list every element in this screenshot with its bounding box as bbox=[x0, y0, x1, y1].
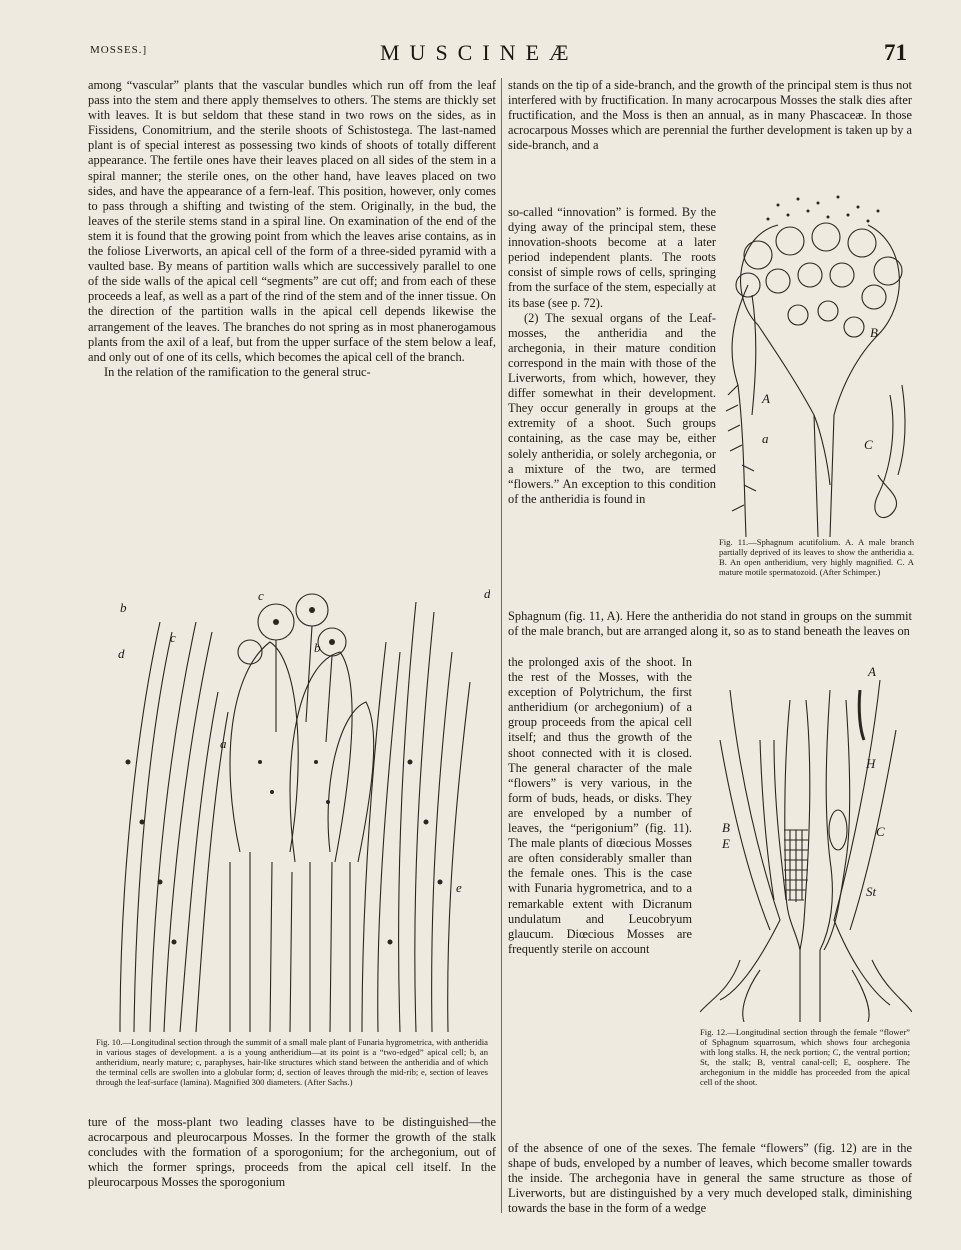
figure-label: B bbox=[870, 325, 878, 340]
right-column-mid-text bbox=[508, 609, 912, 639]
figure-11-caption: Fig. 11.—Sphagnum acutifolium. A. A male branch partially deprived of its leaves to show the antheridia a. B. An open antheridium, very highly magnified. C. A mature motile spermatozoid. (After Schimper.) bbox=[719, 537, 914, 577]
figure-label: B bbox=[722, 820, 730, 835]
figure-label: b bbox=[314, 640, 321, 655]
right-column-bottom-text bbox=[508, 1141, 912, 1216]
right-column-narrow2-text bbox=[508, 655, 692, 957]
figure-label: St bbox=[866, 884, 877, 899]
figure-11-illustration bbox=[718, 185, 916, 537]
figure-label: c bbox=[170, 630, 176, 645]
figure-12-illustration bbox=[700, 660, 912, 1022]
running-head-section: MOSSES.] bbox=[90, 44, 148, 56]
left-column-text bbox=[88, 78, 496, 380]
figure-label: H bbox=[866, 756, 876, 771]
figure-label: d bbox=[484, 586, 490, 601]
figure-label: c bbox=[258, 588, 264, 603]
column-rule bbox=[501, 78, 502, 1213]
right-column-top-text bbox=[508, 78, 912, 153]
figure-label: e bbox=[456, 880, 462, 895]
paragraph: (2) The sexual organs of the Leaf-mosses, the antheridia and the archegonia, in their mature condition correspond in the main with those of the Liverworts, from which, however, they differ somewhat in their development. They occur generally in groups at the extremity of a shoot. Such groups containing, as the case may be, either solely antheridia, or solely archegonia, or a mixture of the two, are termed “flowers.” An exception to this condition of the antheridia is found in bbox=[508, 310, 716, 506]
right-column-narrow-text bbox=[508, 205, 716, 507]
paragraph: stands on the tip of a side-branch, and the growth of the principal stem is thus not interfered with by fructification. In many acrocarpous Mosses the stalk dies after fructification, and the Moss is then an annual, as in many Phascaceæ. In those acrocarpous Mosses which are perennial the further development is taken up by a side-branch, and a bbox=[508, 78, 912, 153]
figure-label: E bbox=[722, 836, 730, 851]
figure-label: a bbox=[762, 431, 769, 446]
figure-label: a bbox=[220, 736, 227, 751]
figure-10-caption: Fig. 10.—Longitudinal section through the summit of a small male plant of Funaria hygrometrica, with antheridia in various stages of development. a is a young antheridium—at its point is a “two-edged” apical cell; b, an antheridium, nearly mature; c, paraphyses, hair-like structures which stand between the antheridia and of which the terminal cells are swollen into a globular form; d, section of leaves through the mid-rib; e, section of leaves through the leaf-surface (lamina). Magnified 300 diameters. (After Sachs.) bbox=[96, 1037, 488, 1087]
paragraph: In the relation of the ramification to the general struc- bbox=[104, 364, 371, 379]
paragraph: of the absence of one of the sexes. The female “flowers” (fig. 12) are in the shape of buds, enveloped by a number of leaves, which become smaller towards the inside. The archegonia have in general the same structure as those of Liverworts, but are distinguished by a very much developed stalk, diminishing towards the base in the form of a wedge bbox=[508, 1141, 912, 1216]
paragraph: so-called “innovation” is formed. By the dying away of the principal stem, these innovation-shoots become at a later period independent plants. The roots consist of simple rows of cells, springing from the surface of the stem, especially at its base (see p. 72). bbox=[508, 205, 716, 310]
figure-12-caption: Fig. 12.—Longitudinal section through the female “flower” of Sphagnum squarrosum, which shows four archegonia with long stalks. H, the neck portion; C, the ventral portion; St, the stalk; B, ventral canal-cell; E, oosphere. The archegonium in the middle has proceeded from the apical cell of the shoot. bbox=[700, 1027, 910, 1087]
running-head-title: MUSCINEÆ bbox=[380, 40, 579, 65]
figure-label: A bbox=[762, 391, 770, 406]
page-number: 71 bbox=[884, 40, 907, 65]
figure-label: C bbox=[876, 824, 885, 839]
left-column-bottom-text bbox=[88, 1115, 496, 1190]
paragraph: among “vascular” plants that the vascular bundles which run off from the leaf pass into the stem and there apply themselves to others. The stems are thickly set with leaves. It is but seldom that these stand in two rows on the sides, as in Fissidens, Conomitrium, and the sterile shoots of Schistostega. The last-named plant is of special interest as possessing two kinds of shoots of totally different appearance. The fertile ones have their leaves placed on all sides of the stem in a spiral manner; the sterile ones, on the other hand, have leaves placed on two sides, and have the appearance of a fern-leaf. This position, however, only comes to pass through a shifting and twisting of the stem. Originally, in the bud, the leaves of the sterile stems stand in a spiral line. On examination of the end of the stem it is found that the growing point from which the leaves arise contains, as in the foliose Liverworts, an apical cell of the form of a three-sided pyramid with a vaulted base. By means of partition walls which are successively parallel to one of the side walls of the apical cell “segments” are cut off; and from each of these proceeds a leaf, as well as a part of the rind of the stem and of the inner tissue. On the direction of the partition walls in the apical cell depends likewise the arrangement of the leaves. The branches do not spring as in most phanerogamous plants from the axil of a leaf, but from the upper surface of the stem below a leaf, and only out of one of its cells, which becomes the apical cell of the branch. bbox=[88, 78, 496, 364]
figure-label: d bbox=[118, 646, 125, 661]
paragraph: ture of the moss-plant two leading classes have to be distinguished—the acrocarpous and pleurocarpous Mosses. In the former the growth of the stalk concludes with the formation of a sporogonium; for the archegonium, out of which the former springs, proceeds from the apical cell itself. In the pleurocarpous Mosses the sporogonium bbox=[88, 1115, 496, 1190]
figure-10-illustration bbox=[100, 562, 490, 1032]
paragraph: the prolonged axis of the shoot. In the rest of the Mosses, with the exception of Polytrichum, the first antheridium (or archegonium) of a group proceeds from the apical cell itself; and thus the growth of the shoot connected with it is closed. The general character of the male “flowers” is very various, in the form of buds, heads, or disks. They are enveloped by a number of leaves, the “perigonium” (fig. 11). The male plants of diœcious Mosses are often considerably smaller than the female ones. This is the case with Funaria hygrometrica, and to a remarkable extent with Dicranum undulatum and Leucobryum glaucum. Diœcious Mosses are frequently sterile on account bbox=[508, 655, 692, 956]
paragraph: Sphagnum (fig. 11, A). Here the antheridia do not stand in groups on the summit of the male branch, but are arranged along it, so as to stand beneath the leaves on bbox=[508, 609, 912, 639]
figure-label: b bbox=[120, 600, 127, 615]
figure-label: A bbox=[868, 664, 876, 679]
figure-label: C bbox=[864, 437, 873, 452]
